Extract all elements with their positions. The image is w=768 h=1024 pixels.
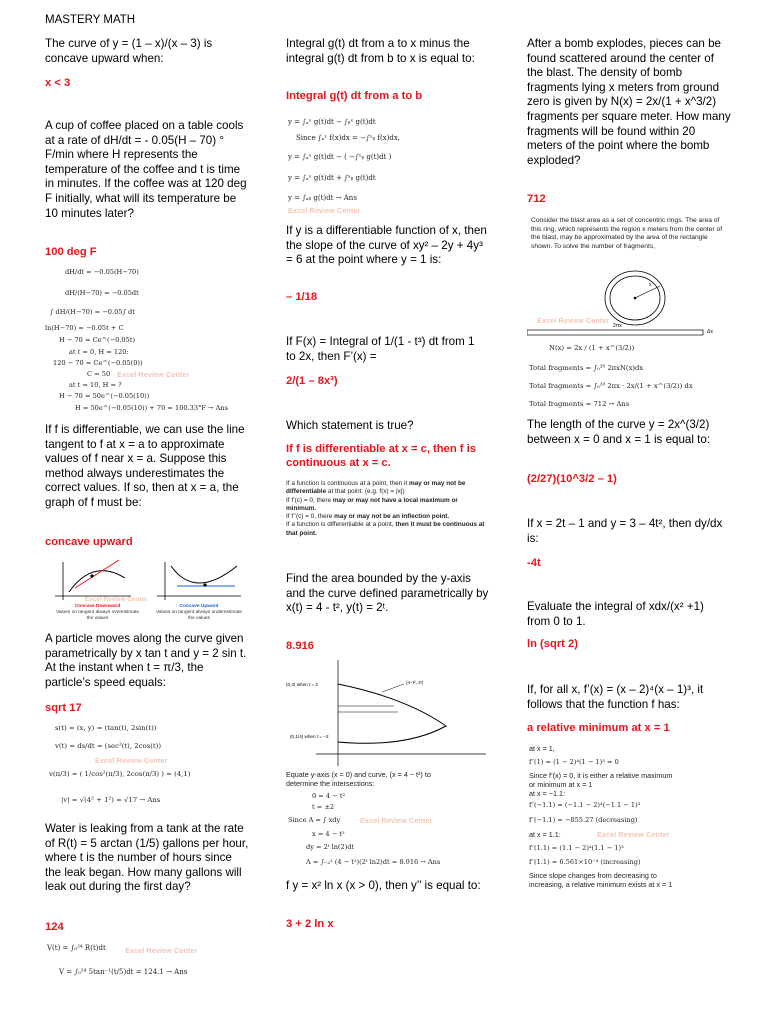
- area-figure: [286, 658, 491, 768]
- solution-line: Total fragments = ∫₀²⁰ 2πx · 2x/(1 + x^(3/2)) dx: [529, 382, 693, 390]
- solution-line: V(t) = ∫₀²⁴ R(t)dt: [47, 944, 106, 952]
- question-text: If, for all x, f’(x) = (x – 2)⁴(x – 1)³, it follows that the function f has:: [527, 683, 704, 711]
- solution-line: y = ∫ₐᵦ g(t)dt → Ans: [288, 194, 357, 202]
- note-text: If a function is continuous at a point, then it: [286, 480, 408, 487]
- note-text: If f’’(c) = 0, there: [286, 513, 333, 521]
- note-line: [286, 497, 486, 514]
- question-text: Which statement is true?: [286, 419, 414, 432]
- solution-line: t = ±2: [312, 803, 335, 811]
- note-emphasis: may or may not be an inflection point.: [334, 513, 450, 521]
- solution-line: y = ∫ₐˣ g(t)dt − ( −∫ˣᵦ g(t)dt ): [288, 153, 392, 161]
- watermark: Excel Review Center: [537, 316, 610, 325]
- solution-line: H = 50e^(−0.05(10)) + 70 = 100.33°F → Ans: [75, 404, 229, 412]
- answer-text: 3 + 2 ln x: [286, 918, 334, 930]
- answer-text: 124: [45, 921, 64, 933]
- answer-text: If f is differentiable at x = c, then f is continuous at x = c.: [286, 443, 476, 469]
- solution-line: dH/dt = −0.05(H−70): [65, 268, 139, 276]
- solution-line: x = 4 − t²: [312, 830, 345, 838]
- question-text: If f is differentiable, we can use the line tangent to f at x = a to approximate values of f near x = a. Suppose this method always underestimates the correct values. If so, then at x = a, the graph of f must be:: [45, 423, 245, 509]
- solution-line: Since ∫ₐˣ f(x)dx = −∫ˣᵦ f(x)dx,: [296, 134, 401, 142]
- answer-text: a relative minimum at x = 1: [527, 722, 670, 734]
- question-text: Water is leaking from a tank at the rate of R(t) = 5 arctan (1/5) gallons per hour, where t is the number of hours since the leak began. How many gallons will leak out during the first day?: [45, 822, 249, 894]
- solution-block: [527, 744, 732, 894]
- answer-text: – 1/18: [286, 291, 318, 303]
- concave-up-caption: [155, 604, 243, 621]
- note-emphasis: may or may not have a local maximum or minimum.: [286, 496, 458, 512]
- solution-line: V = ∫₀²⁴ 5tan⁻¹(t/5)dt = 124.1 → Ans: [59, 968, 188, 976]
- solution-line: dH/(H−70) = −0.05dt: [65, 289, 139, 297]
- solution-line: at x = −1.1:: [529, 789, 565, 798]
- solution-line: increasing, a relative minimum exists at x = 1: [529, 880, 673, 889]
- note-line: [286, 513, 486, 521]
- solution-line: dy = 2ᵗ ln(2)dt: [306, 843, 355, 851]
- solution-line: Equate y-axis (x = 0) and curve, (x = 4 − t²) to: [286, 770, 431, 779]
- question-text: A particle moves along the curve given parametrically by x tan t and y = 2 sin t. At the instant when t = π/3, the particle’s speed equals:: [45, 632, 247, 689]
- solution-line: f’(−1.1) = −855.27 (decreasing): [529, 816, 638, 824]
- solution-block: [286, 114, 491, 218]
- watermark: Excel Review Center: [117, 370, 190, 379]
- solution-block: [527, 342, 732, 412]
- point-label: (0,1/4) when t = −2: [290, 734, 329, 739]
- question-text: Find the area bounded by the y-axis and the curve defined parametrically by x(t) = 4 - t², y(t) = 2ᵗ.: [286, 572, 489, 615]
- blast-ring-figure: [527, 266, 732, 340]
- solution-line: 120 − 70 = Ce^(−0.05(0)): [53, 359, 143, 367]
- watermark: Excel Review Center: [95, 756, 168, 765]
- note-emphasis: then it must be continuous at that point.: [286, 521, 485, 537]
- solution-line: 0 = 4 − t²: [312, 792, 346, 800]
- solution-line: ∫ dH/(H−70) = −0.05∫ dt: [50, 308, 135, 316]
- solution-line: f’(1) = (1 − 2)⁴(1 − 1)³ = 0: [529, 758, 619, 766]
- solution-line: v(π/3) = ( 1/cos²(π/3), 2cos(π/3) ) = (4,1): [49, 770, 191, 778]
- solution-line: or minimum at x = 1: [529, 780, 593, 789]
- note-text: If f’(c) = 0, there: [286, 496, 332, 504]
- solution-line: Total fragments = ∫₀²⁰ 2πxN(x)dx: [529, 364, 644, 372]
- question-text: Integral g(t) dt from a to x minus the integral g(t) dt from b to x is equal to:: [286, 37, 475, 65]
- question-text: After a bomb explodes, pieces can be found scattered around the center of the blast. The density of bomb fragments lying x meters from ground zero is given by N(x) = 2x/(1 + x^3/2) fragments per square meter. How many fragments will be found within 20 meters of the point where the bomb exploded?: [527, 37, 731, 167]
- answer-text: -4t: [527, 557, 541, 569]
- solution-line: f’(1.1) = 6.561×10⁻⁴ (increasing): [529, 858, 641, 866]
- circumference-label: 2πx: [613, 323, 622, 329]
- solution-block: [45, 942, 250, 987]
- curve-label: (4−t², 2ᵗ): [406, 680, 424, 685]
- solution-block: [45, 268, 250, 416]
- answer-text: 8.916: [286, 640, 314, 652]
- width-label: Δx: [707, 329, 713, 335]
- solution-line: determine the intersections:: [286, 779, 375, 788]
- solution-line: H − 70 = 50e^(−0.05(10)): [59, 392, 150, 400]
- question-text: Evaluate the integral of xdx/(x² +1) from 0 to 1.: [527, 600, 704, 628]
- note-text: If a function is differentiable at a point,: [286, 521, 394, 529]
- answer-text: ln (sqrt 2): [527, 638, 578, 650]
- point-label: (0,4) when t = 2: [286, 682, 319, 687]
- solution-line: ln(H−70) = −0.05t + C: [45, 324, 124, 332]
- solution-line: Total fragments = 712 → Ans: [529, 400, 630, 408]
- solution-line: Since f’(x) = 0, it is either a relative maximum: [529, 771, 673, 780]
- answer-text: (2/27)(10^3/2 – 1): [527, 473, 617, 485]
- explanation-note: Consider the blast area as a set of concentric rings. The area of this ring, which represents the region x meters from the center of the blast, may be approximated by the area of the rectangle shown. To solve the number of fragments,: [531, 217, 723, 250]
- solution-line: A = ∫₋₂² (4 − t²)(2ᵗ ln2)dt = 8.916 → Ans: [306, 858, 441, 866]
- solution-line: at x = 1.1:: [529, 830, 561, 839]
- solution-line: y = ∫ₐˣ g(t)dt + ∫ˣᵦ g(t)dt: [288, 174, 376, 182]
- solution-line: y = ∫ₐˣ g(t)dt − ∫ᵦˣ g(t)dt: [288, 118, 376, 126]
- solution-block: [286, 770, 491, 870]
- solution-line: Since A = ∫ xdy: [288, 816, 341, 824]
- answer-text: concave upward: [45, 536, 133, 548]
- note-line: [286, 521, 486, 538]
- question-text: If y is a differentiable function of x, then the slope of the curve of xy² – 2y + 4y³ = 6 at the point where y = 1 is:: [286, 224, 487, 267]
- question-text: The length of the curve y = 2x^(3/2) between x = 0 and x = 1 is equal to:: [527, 418, 711, 446]
- answer-text: 100 deg F: [45, 246, 97, 258]
- note-text: at that point. (e.g. f(x) = |x|): [327, 488, 405, 496]
- note-block: [286, 480, 486, 538]
- question-text: f y = x² ln x (x > 0), then y’’ is equal to:: [286, 879, 481, 892]
- answer-text: 2/(1 – 8x³): [286, 375, 338, 387]
- solution-line: N(x) = 2x / (1 + x^(3/2)): [549, 344, 635, 352]
- concave-up-graph: [157, 562, 241, 600]
- caption-text: Values on tangent always overestimate the values: [55, 609, 140, 621]
- caption-title: Concave Upward: [179, 604, 219, 609]
- note-emphasis: may or may not be differentiable: [286, 480, 466, 496]
- page-title: MASTERY MATH: [45, 14, 136, 26]
- question-text: A cup of coffee placed on a table cools at a rate of dH/dt = - 0.05(H – 70) ° F/min where H represents the temperature of the coffee and t is time in minutes. If the coffee was at 120 deg F initially, what will its temperature be 10 minutes later?: [45, 119, 247, 220]
- solution-line: v(t) = ds/dt = (sec²(t), 2cos(t)): [55, 742, 162, 750]
- answer-text: sqrt 17: [45, 702, 82, 714]
- solution-line: C = 50: [87, 370, 111, 378]
- concave-down-graph: [55, 560, 131, 600]
- solution-line: H − 70 = Ce^(−0.05t): [59, 336, 136, 344]
- solution-line: s(t) = (x, y) = (tan(t), 2sin(t)): [55, 724, 157, 732]
- note-line: [286, 480, 486, 497]
- solution-block: [45, 722, 250, 814]
- question-text: If F(x) = Integral of 1/(1 - t³) dt from 1 to 2x, then F’(x) =: [286, 335, 475, 363]
- question-text: If x = 2t – 1 and y = 3 – 4t², then dy/dx is:: [527, 517, 723, 545]
- solution-line: at x = 1,: [529, 744, 555, 753]
- solution-line: |v| = √(4² + 1²) = √17 → Ans: [61, 796, 161, 804]
- watermark: Excel Review Center: [597, 830, 670, 839]
- watermark: Excel Review Center: [288, 206, 361, 215]
- answer-text: 712: [527, 193, 546, 205]
- caption-text: Values on tangent always underestimate the values: [155, 609, 243, 621]
- answer-text: Integral g(t) dt from a to b: [286, 90, 423, 102]
- solution-line: f’(−1.1) = (−1.1 − 2)⁴(−1.1 − 1)³: [529, 801, 641, 809]
- caption-title: Concave Downward: [74, 604, 121, 609]
- parametric-graph: [286, 658, 491, 768]
- solution-line: Since slope changes from decreasing to: [529, 871, 657, 880]
- concave-down-caption: [55, 604, 140, 621]
- watermark: Excel Review Center: [360, 816, 433, 825]
- answer-text: x < 3: [45, 77, 71, 89]
- solution-line: at t = 10, H = ?: [69, 381, 122, 389]
- ring-diagram: [527, 266, 732, 340]
- radius-label: x: [649, 282, 652, 288]
- solution-line: at t = 0, H = 120:: [69, 348, 129, 356]
- watermark: Excel Review Center: [85, 596, 148, 603]
- question-text: The curve of y = (1 – x)/(x – 3) is concave upward when:: [45, 37, 213, 65]
- solution-line: f’(1.1) = (1.1 − 2)⁴(1.1 − 1)³: [529, 844, 624, 852]
- tangent-figure: [45, 556, 250, 628]
- watermark: Excel Review Center: [125, 946, 198, 955]
